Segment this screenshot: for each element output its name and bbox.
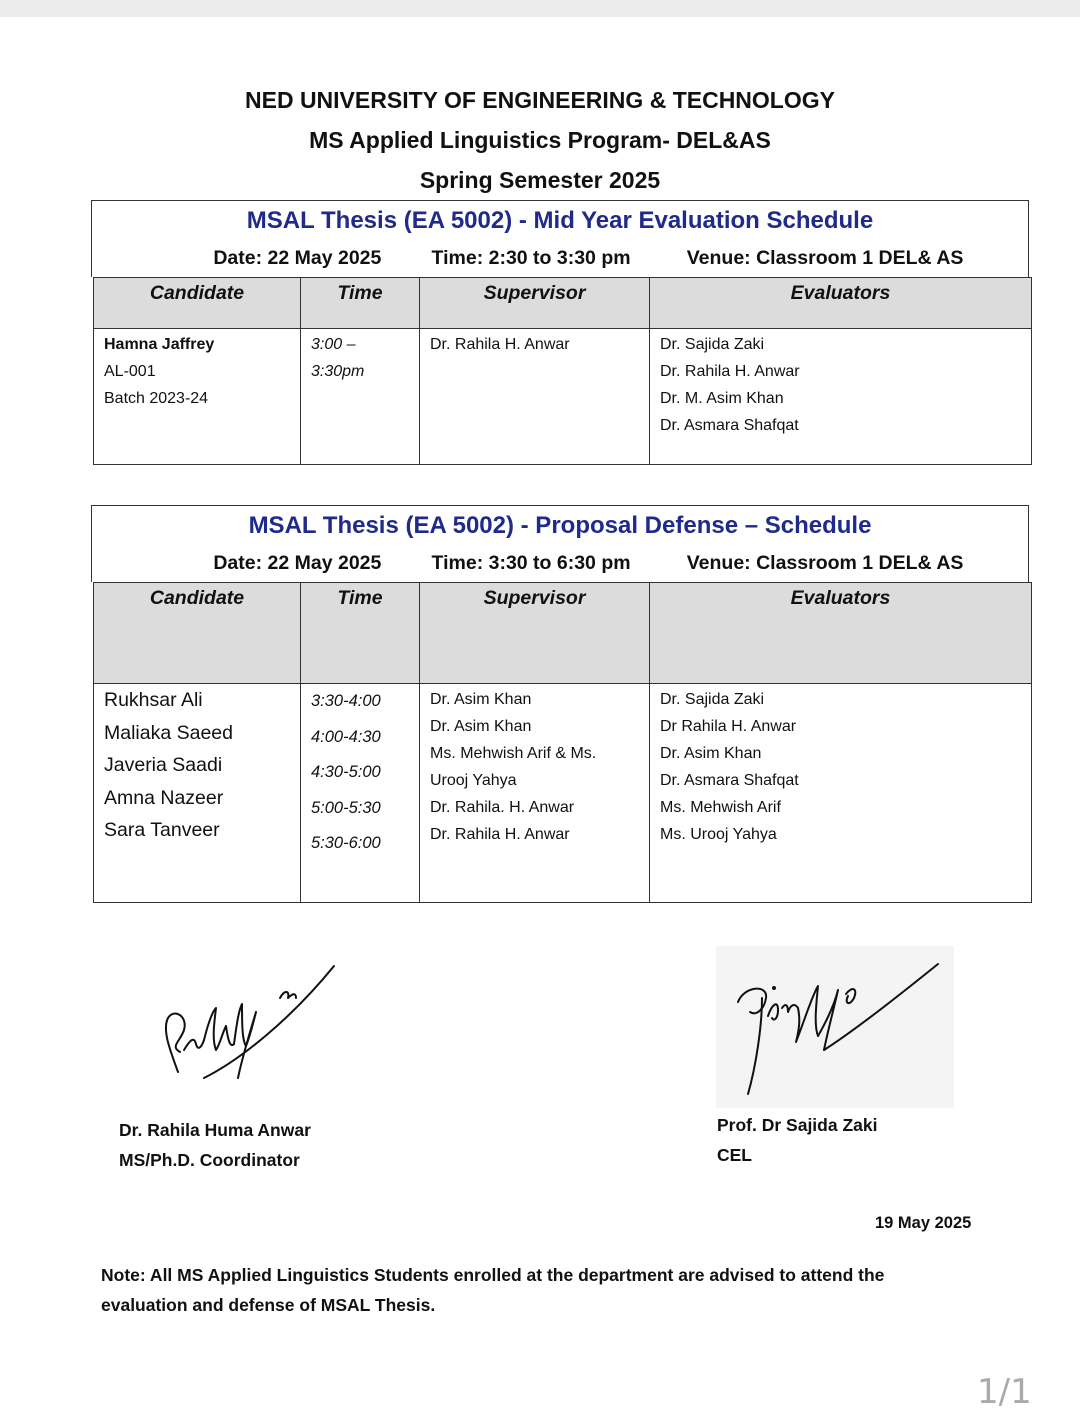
signatory-role: MS/Ph.D. Coordinator <box>119 1150 300 1170</box>
supervisors-cell <box>420 684 650 903</box>
column-header-supervisor: Supervisor <box>420 583 650 684</box>
time-cell <box>301 329 420 465</box>
candidates-cell <box>94 684 301 903</box>
schedule-date: Date: 22 May 2025 <box>213 552 382 574</box>
handwritten-signature-right <box>716 946 954 1108</box>
table-header-row <box>94 278 1032 329</box>
table-row <box>94 329 1032 465</box>
supervisor-name: Dr. Rahila H. Anwar <box>430 826 570 843</box>
supervisor-cell <box>420 329 650 465</box>
table-row <box>94 684 1032 903</box>
document-header <box>0 80 1080 200</box>
table-header-row <box>94 583 1032 684</box>
schedule-date: Date: 22 May 2025 <box>213 247 382 269</box>
evaluators-cell <box>650 329 1032 465</box>
schedule-heading-box <box>91 200 1029 277</box>
candidate-name: Hamna Jaffrey <box>104 336 215 353</box>
time-slot: 4:30-5:00 <box>311 763 381 781</box>
supervisor-name: Urooj Yahya <box>430 772 517 789</box>
column-header-supervisor: Supervisor <box>420 278 650 329</box>
time-slot: 5:00-5:30 <box>311 798 381 817</box>
program-name: MS Applied Linguistics Program- DEL&AS <box>309 127 771 153</box>
proposal-defense-schedule <box>91 505 1029 903</box>
supervisor-name: Dr. Rahila. H. Anwar <box>430 799 575 816</box>
time-end: 3:30pm <box>311 363 365 380</box>
supervisor-name: Dr. Asim Khan <box>430 691 532 708</box>
evaluator-name: Ms. Mehwish Arif <box>660 799 781 816</box>
evaluator-name: Dr. Sajida Zaki <box>660 336 765 353</box>
evaluator-name: Ms. Urooj Yahya <box>660 826 777 843</box>
candidate-name: Amna Nazeer <box>104 786 224 809</box>
evaluator-name: Dr. Rahila H. Anwar <box>660 363 800 380</box>
schedule-title: MSAL Thesis (EA 5002) - Mid Year Evaluation Schedule <box>246 207 874 234</box>
column-header-candidate: Candidate <box>94 583 301 684</box>
note-line: evaluation and defense of MSAL Thesis. <box>101 1295 436 1315</box>
attendance-note <box>101 1260 981 1320</box>
time-slot: 5:30-6:00 <box>311 834 381 852</box>
supervisor-name: Dr. Asim Khan <box>430 718 532 735</box>
schedule-time: Time: 3:30 to 6:30 pm <box>431 552 631 574</box>
note-line: Note: All MS Applied Linguistics Students enrolled at the department are advised to attend the <box>101 1265 885 1285</box>
viewer-top-bar <box>0 0 1080 17</box>
time-start: 3:00 – <box>311 336 356 353</box>
schedule-meta <box>92 241 1028 275</box>
right-signatory <box>717 1110 877 1170</box>
column-header-evaluators: Evaluators <box>650 583 1032 684</box>
schedule-table <box>93 277 1032 465</box>
evaluator-name: Dr. Asim Khan <box>660 745 762 762</box>
candidate-name: Rukhsar Ali <box>104 689 203 711</box>
time-slot: 4:00-4:30 <box>311 727 381 746</box>
page-counter: 1/1 <box>977 1372 1032 1412</box>
evaluator-name: Dr. Asmara Shafqat <box>660 772 799 789</box>
schedule-venue: Venue: Classroom 1 DEL& AS <box>686 552 964 574</box>
handwritten-signature-left <box>150 960 350 1090</box>
evaluator-name: Dr. M. Asim Khan <box>660 390 784 407</box>
schedule-venue: Venue: Classroom 1 DEL& AS <box>686 247 964 269</box>
evaluator-name: Dr. Sajida Zaki <box>660 691 765 708</box>
column-header-evaluators: Evaluators <box>650 278 1032 329</box>
candidate-id: AL-001 <box>104 363 156 380</box>
supervisor-name: Ms. Mehwish Arif & Ms. <box>430 745 597 762</box>
evaluator-name: Dr Rahila H. Anwar <box>660 718 797 735</box>
schedule-title: MSAL Thesis (EA 5002) - Proposal Defense – Schedule <box>248 512 872 539</box>
schedule-time: Time: 2:30 to 3:30 pm <box>431 247 631 269</box>
university-name: NED UNIVERSITY OF ENGINEERING & TECHNOLOGY <box>245 87 835 113</box>
time-slot: 3:30-4:00 <box>311 692 381 710</box>
column-header-time: Time <box>301 583 420 684</box>
semester-label: Spring Semester 2025 <box>419 167 661 193</box>
candidate-name: Maliaka Saeed <box>104 721 233 744</box>
candidate-name: Sara Tanveer <box>104 819 220 841</box>
mid-year-evaluation-schedule <box>91 200 1029 465</box>
evaluators-cell <box>650 684 1032 903</box>
document-date: 19 May 2025 <box>875 1214 972 1232</box>
candidate-batch: Batch 2023-24 <box>104 390 209 407</box>
supervisor-name: Dr. Rahila H. Anwar <box>430 336 570 353</box>
signature-image-right <box>716 946 954 1108</box>
column-header-time: Time <box>301 278 420 329</box>
schedule-meta <box>92 546 1028 580</box>
evaluator-name: Dr. Asmara Shafqat <box>660 417 799 434</box>
signatory-name: Prof. Dr Sajida Zaki <box>717 1115 878 1135</box>
schedule-heading-box <box>91 505 1029 582</box>
signatory-name: Dr. Rahila Huma Anwar <box>119 1120 311 1140</box>
signatory-role: CEL <box>717 1145 752 1165</box>
left-signatory <box>119 1115 311 1175</box>
column-header-candidate: Candidate <box>94 278 301 329</box>
schedule-table <box>93 582 1032 903</box>
candidate-cell <box>94 329 301 465</box>
times-cell <box>301 684 420 903</box>
candidate-name: Javeria Saadi <box>104 754 223 776</box>
